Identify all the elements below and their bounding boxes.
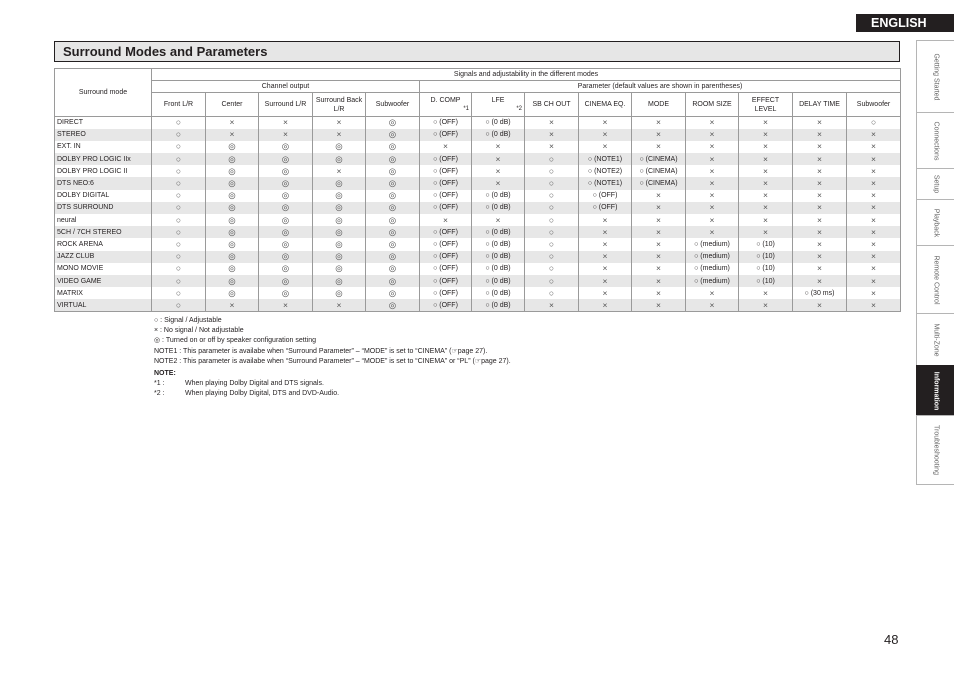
value-cell: × xyxy=(632,299,686,311)
value-cell: × xyxy=(793,202,847,214)
value-cell: × xyxy=(686,299,739,311)
value-cell: × xyxy=(847,165,901,177)
value-cell: ○ xyxy=(525,238,579,250)
value-cell: × xyxy=(847,263,901,275)
value-cell: × xyxy=(579,263,632,275)
col-surround: Surround L/R xyxy=(259,93,313,117)
mode-name-cell: VIRTUAL xyxy=(55,299,152,311)
value-cell: ◎ xyxy=(366,141,420,153)
table-row xyxy=(55,202,901,214)
value-cell: × xyxy=(793,190,847,202)
notes-block xyxy=(154,316,511,400)
value-cell: ○ (10) xyxy=(739,238,793,250)
value-cell: ◎ xyxy=(259,202,313,214)
table-row xyxy=(55,263,901,275)
value-cell: × xyxy=(686,190,739,202)
value-cell: ◎ xyxy=(366,202,420,214)
value-cell: × xyxy=(472,165,525,177)
mode-name-cell: EXT. IN xyxy=(55,141,152,153)
value-cell: ◎ xyxy=(366,299,420,311)
table-row xyxy=(55,153,901,165)
value-cell: ○ (0 dB) xyxy=(472,226,525,238)
value-cell: ○ (NOTE1) xyxy=(579,177,632,189)
value-cell: ◎ xyxy=(366,153,420,165)
value-cell: ◎ xyxy=(313,226,366,238)
value-cell: ◎ xyxy=(313,190,366,202)
value-cell: ◎ xyxy=(206,251,259,263)
sidebar-tab-multi-zone[interactable]: Multi-Zone xyxy=(916,313,954,365)
mode-name-cell: MATRIX xyxy=(55,287,152,299)
value-cell: ○ xyxy=(152,214,206,226)
footnote-mark-1: *1 xyxy=(463,105,469,112)
table-row xyxy=(55,238,901,250)
value-cell: ○ xyxy=(152,275,206,287)
value-cell: × xyxy=(847,202,901,214)
value-cell: × xyxy=(206,129,259,141)
language-tab: ENGLISH xyxy=(856,14,954,32)
col-sb-ch-out: SB CH OUT xyxy=(525,93,579,117)
value-cell: × xyxy=(525,117,579,129)
mode-name-cell: DOLBY PRO LOGIC II xyxy=(55,165,152,177)
value-cell: ◎ xyxy=(313,141,366,153)
value-cell: ◎ xyxy=(366,129,420,141)
table-body xyxy=(55,117,901,312)
value-cell: ◎ xyxy=(313,177,366,189)
value-cell: × xyxy=(793,238,847,250)
mode-name-cell: DOLBY PRO LOGIC IIx xyxy=(55,153,152,165)
value-cell: ◎ xyxy=(313,251,366,263)
table-row xyxy=(55,275,901,287)
col-front: Front L/R xyxy=(152,93,206,117)
value-cell: × xyxy=(793,129,847,141)
value-cell: ○ (0 dB) xyxy=(472,117,525,129)
sidebar-tab-information[interactable]: Information xyxy=(916,365,954,415)
value-cell: × xyxy=(579,129,632,141)
value-cell: ○ xyxy=(152,202,206,214)
value-cell: × xyxy=(847,153,901,165)
value-cell: ○ (NOTE2) xyxy=(579,165,632,177)
value-cell: ◎ xyxy=(206,141,259,153)
value-cell: ◎ xyxy=(206,263,259,275)
value-cell: × xyxy=(739,153,793,165)
mode-name-cell: ROCK ARENA xyxy=(55,238,152,250)
value-cell: × xyxy=(739,165,793,177)
value-cell: × xyxy=(739,141,793,153)
value-cell: ◎ xyxy=(259,287,313,299)
value-cell: ◎ xyxy=(206,275,259,287)
value-cell: ◎ xyxy=(259,165,313,177)
table-row xyxy=(55,117,901,129)
value-cell: ◎ xyxy=(206,177,259,189)
value-cell: ◎ xyxy=(259,238,313,250)
value-cell: ○ (0 dB) xyxy=(472,263,525,275)
value-cell: ○ xyxy=(525,153,579,165)
mode-name-cell: STEREO xyxy=(55,129,152,141)
value-cell: × xyxy=(793,117,847,129)
value-cell: × xyxy=(686,202,739,214)
value-cell: × xyxy=(525,141,579,153)
value-cell: × xyxy=(632,129,686,141)
footnote-2: *2 : When playing Dolby Digital, DTS and DVD-Audio. xyxy=(154,390,340,398)
value-cell: ◎ xyxy=(313,214,366,226)
table-row xyxy=(55,129,901,141)
value-cell: × xyxy=(259,117,313,129)
mode-name-cell: 5CH / 7CH STEREO xyxy=(55,226,152,238)
value-cell: × xyxy=(632,226,686,238)
col-delay-time: DELAY TIME xyxy=(793,93,847,117)
value-cell: ○ (CINEMA) xyxy=(632,177,686,189)
value-cell: ○ (0 dB) xyxy=(472,129,525,141)
value-cell: ○ xyxy=(152,177,206,189)
value-cell: ○ (OFF) xyxy=(420,275,472,287)
value-cell: ○ xyxy=(525,202,579,214)
value-cell: ◎ xyxy=(259,190,313,202)
value-cell: × xyxy=(793,251,847,263)
value-cell: ○ xyxy=(152,226,206,238)
value-cell: ○ (0 dB) xyxy=(472,251,525,263)
value-cell: ○ (OFF) xyxy=(579,190,632,202)
value-cell: ○ (OFF) xyxy=(420,165,472,177)
value-cell: × xyxy=(579,141,632,153)
value-cell: × xyxy=(847,141,901,153)
value-cell: × xyxy=(686,141,739,153)
legend-signal: ○ : Signal / Adjustable xyxy=(154,317,222,324)
value-cell: × xyxy=(632,238,686,250)
value-cell: ◎ xyxy=(366,238,420,250)
value-cell: ○ (10) xyxy=(739,263,793,275)
value-cell: ◎ xyxy=(206,226,259,238)
value-cell: ○ (NOTE1) xyxy=(579,153,632,165)
value-cell: × xyxy=(313,129,366,141)
value-cell: × xyxy=(686,165,739,177)
value-cell: ◎ xyxy=(366,117,420,129)
value-cell: ◎ xyxy=(366,275,420,287)
value-cell: ○ (OFF) xyxy=(420,299,472,311)
value-cell: ◎ xyxy=(259,263,313,275)
mode-name-cell: JAZZ CLUB xyxy=(55,251,152,263)
value-cell: ○ xyxy=(525,190,579,202)
value-cell: ◎ xyxy=(206,190,259,202)
value-cell: × xyxy=(259,299,313,311)
value-cell: ◎ xyxy=(206,238,259,250)
value-cell: × xyxy=(206,299,259,311)
chapter-sidebar xyxy=(916,40,954,485)
value-cell: × xyxy=(686,153,739,165)
value-cell: × xyxy=(847,226,901,238)
value-cell: × xyxy=(579,251,632,263)
value-cell: × xyxy=(259,129,313,141)
value-cell: × xyxy=(739,287,793,299)
value-cell: ◎ xyxy=(313,153,366,165)
value-cell: ○ (medium) xyxy=(686,238,739,250)
value-cell: × xyxy=(739,299,793,311)
value-cell: × xyxy=(793,141,847,153)
col-effect-level: EFFECT LEVEL xyxy=(739,93,793,117)
value-cell: ◎ xyxy=(259,275,313,287)
value-cell: ◎ xyxy=(206,287,259,299)
value-cell: ◎ xyxy=(313,238,366,250)
table-row xyxy=(55,287,901,299)
value-cell: × xyxy=(847,177,901,189)
legend-speaker-config: ◎ : Turned on or off by speaker configuration setting xyxy=(154,337,317,345)
value-cell: ○ (30 ms) xyxy=(793,287,847,299)
value-cell: ○ xyxy=(152,190,206,202)
value-cell: ○ (OFF) xyxy=(420,263,472,275)
value-cell: ◎ xyxy=(313,275,366,287)
sidebar-tab-getting-started[interactable]: Getting Started xyxy=(916,40,954,112)
value-cell: ◎ xyxy=(313,202,366,214)
value-cell: ○ xyxy=(525,226,579,238)
value-cell: × xyxy=(847,299,901,311)
note-title: NOTE: xyxy=(154,370,176,378)
col-center: Center xyxy=(206,93,259,117)
value-cell: ○ (medium) xyxy=(686,263,739,275)
surround-modes-table xyxy=(54,68,901,312)
mode-name-cell: neural xyxy=(55,214,152,226)
value-cell: ○ (CINEMA) xyxy=(632,153,686,165)
value-cell: × xyxy=(472,214,525,226)
value-cell: ◎ xyxy=(259,251,313,263)
value-cell: ○ (0 dB) xyxy=(472,190,525,202)
value-cell: ○ xyxy=(152,129,206,141)
value-cell: × xyxy=(579,226,632,238)
legend-no-signal: × : No signal / Not adjustable xyxy=(154,327,244,335)
value-cell: × xyxy=(632,214,686,226)
value-cell: ○ xyxy=(152,141,206,153)
value-cell: × xyxy=(847,275,901,287)
value-cell: × xyxy=(739,214,793,226)
note1-text: NOTE1 : This parameter is availabe when “Surround Parameter” – “MODE” is set to “CINEMA” (☞page 27). xyxy=(154,347,488,355)
value-cell: × xyxy=(632,141,686,153)
value-cell: ○ (10) xyxy=(739,251,793,263)
value-cell: × xyxy=(579,238,632,250)
value-cell: ○ (CINEMA) xyxy=(632,165,686,177)
value-cell: × xyxy=(739,129,793,141)
value-cell: ◎ xyxy=(206,153,259,165)
page-number: 48 xyxy=(884,632,899,647)
value-cell: × xyxy=(793,275,847,287)
value-cell: × xyxy=(632,117,686,129)
value-cell: × xyxy=(313,165,366,177)
value-cell: ○ (medium) xyxy=(686,251,739,263)
value-cell: × xyxy=(420,141,472,153)
value-cell: ◎ xyxy=(259,177,313,189)
col-cinema-eq: CINEMA EQ. xyxy=(579,93,632,117)
footnote-1: *1 : When playing Dolby Digital and DTS signals. xyxy=(154,380,324,388)
channel-output-header: Channel output xyxy=(152,81,420,93)
value-cell: ○ xyxy=(525,251,579,263)
value-cell: × xyxy=(579,275,632,287)
value-cell: ○ (0 dB) xyxy=(472,287,525,299)
value-cell: × xyxy=(579,299,632,311)
value-cell: × xyxy=(472,177,525,189)
table-row xyxy=(55,251,901,263)
value-cell: × xyxy=(579,287,632,299)
value-cell: ○ (OFF) xyxy=(420,251,472,263)
mode-name-cell: VIDEO GAME xyxy=(55,275,152,287)
value-cell: × xyxy=(632,202,686,214)
value-cell: × xyxy=(739,226,793,238)
section-title: Surround Modes and Parameters xyxy=(54,41,900,62)
value-cell: × xyxy=(793,177,847,189)
sidebar-tab-remote-control[interactable]: Remote Control xyxy=(916,245,954,313)
col-dcomp: D. COMP *1 xyxy=(420,93,472,117)
value-cell: × xyxy=(793,214,847,226)
value-cell: ◎ xyxy=(366,251,420,263)
value-cell: × xyxy=(739,202,793,214)
value-cell: ○ (OFF) xyxy=(420,287,472,299)
value-cell: ◎ xyxy=(206,214,259,226)
value-cell: × xyxy=(313,299,366,311)
value-cell: × xyxy=(847,190,901,202)
value-cell: × xyxy=(525,299,579,311)
sidebar-tab-connections[interactable]: Connections xyxy=(916,112,954,168)
value-cell: ○ xyxy=(152,165,206,177)
value-cell: × xyxy=(686,287,739,299)
value-cell: × xyxy=(420,214,472,226)
value-cell: × xyxy=(472,141,525,153)
value-cell: ◎ xyxy=(259,153,313,165)
value-cell: ◎ xyxy=(313,263,366,275)
parameter-header: Parameter (default values are shown in parentheses) xyxy=(420,81,901,93)
value-cell: ○ (OFF) xyxy=(579,202,632,214)
sidebar-tab-setup[interactable]: Setup xyxy=(916,168,954,199)
value-cell: ○ xyxy=(525,214,579,226)
value-cell: ○ (0 dB) xyxy=(472,275,525,287)
value-cell: × xyxy=(739,117,793,129)
table-row xyxy=(55,141,901,153)
col-subwoofer: Subwoofer xyxy=(366,93,420,117)
value-cell: ◎ xyxy=(366,287,420,299)
value-cell: × xyxy=(739,177,793,189)
table-row xyxy=(55,190,901,202)
value-cell: × xyxy=(472,153,525,165)
value-cell: ◎ xyxy=(366,165,420,177)
value-cell: ○ xyxy=(847,117,901,129)
value-cell: ○ (OFF) xyxy=(420,202,472,214)
mode-name-cell: DTS NEO:6 xyxy=(55,177,152,189)
sidebar-tab-troubleshooting[interactable]: Troubleshooting xyxy=(916,415,954,485)
table-row xyxy=(55,226,901,238)
value-cell: ○ (0 dB) xyxy=(472,202,525,214)
value-cell: ○ (OFF) xyxy=(420,177,472,189)
value-cell: × xyxy=(739,190,793,202)
value-cell: ○ (OFF) xyxy=(420,226,472,238)
value-cell: ○ (OFF) xyxy=(420,117,472,129)
value-cell: ◎ xyxy=(366,214,420,226)
value-cell: × xyxy=(793,263,847,275)
value-cell: ◎ xyxy=(259,214,313,226)
value-cell: ○ xyxy=(152,299,206,311)
footnote-mark-2: *2 xyxy=(516,105,522,112)
value-cell: × xyxy=(632,287,686,299)
value-cell: ○ (OFF) xyxy=(420,129,472,141)
value-cell: × xyxy=(686,177,739,189)
value-cell: ○ xyxy=(152,238,206,250)
value-cell: ○ xyxy=(152,287,206,299)
col-surround-back: Surround Back L/R xyxy=(313,93,366,117)
table-row xyxy=(55,214,901,226)
col-room-size: ROOM SIZE xyxy=(686,93,739,117)
col-mode: MODE xyxy=(632,93,686,117)
value-cell: ○ (OFF) xyxy=(420,238,472,250)
value-cell: ○ xyxy=(152,117,206,129)
table-row xyxy=(55,165,901,177)
value-cell: ○ xyxy=(525,287,579,299)
value-cell: × xyxy=(579,117,632,129)
value-cell: ○ xyxy=(525,177,579,189)
value-cell: × xyxy=(847,238,901,250)
value-cell: × xyxy=(793,153,847,165)
value-cell: ○ xyxy=(525,275,579,287)
col-param-subwoofer: Subwoofer xyxy=(847,93,901,117)
value-cell: × xyxy=(632,190,686,202)
value-cell: ○ (10) xyxy=(739,275,793,287)
value-cell: ○ (0 dB) xyxy=(472,299,525,311)
value-cell: × xyxy=(793,299,847,311)
value-cell: × xyxy=(206,117,259,129)
value-cell: ◎ xyxy=(206,202,259,214)
value-cell: ○ (0 dB) xyxy=(472,238,525,250)
value-cell: × xyxy=(793,226,847,238)
value-cell: × xyxy=(632,251,686,263)
value-cell: ○ (OFF) xyxy=(420,190,472,202)
value-cell: ◎ xyxy=(366,177,420,189)
value-cell: ○ (medium) xyxy=(686,275,739,287)
value-cell: ○ (OFF) xyxy=(420,153,472,165)
value-cell: × xyxy=(793,165,847,177)
mode-name-cell: DIRECT xyxy=(55,117,152,129)
value-cell: ◎ xyxy=(259,226,313,238)
value-cell: ◎ xyxy=(366,226,420,238)
value-cell: ◎ xyxy=(366,190,420,202)
value-cell: × xyxy=(313,117,366,129)
value-cell: × xyxy=(847,251,901,263)
value-cell: × xyxy=(632,275,686,287)
value-cell: ○ xyxy=(525,165,579,177)
value-cell: ◎ xyxy=(313,287,366,299)
value-cell: ○ xyxy=(152,263,206,275)
value-cell: × xyxy=(847,129,901,141)
value-cell: ◎ xyxy=(259,141,313,153)
value-cell: × xyxy=(525,129,579,141)
sidebar-tab-playback[interactable]: Playback xyxy=(916,199,954,245)
mode-name-cell: DTS SURROUND xyxy=(55,202,152,214)
value-cell: ◎ xyxy=(206,165,259,177)
col-lfe: LFE *2 xyxy=(472,93,525,117)
value-cell: × xyxy=(686,214,739,226)
value-cell: × xyxy=(686,226,739,238)
value-cell: × xyxy=(686,129,739,141)
value-cell: ○ xyxy=(152,251,206,263)
table-row xyxy=(55,177,901,189)
table-row xyxy=(55,299,901,311)
note2-text: NOTE2 : This parameter is availabe when “Surround Parameter” – “MODE” is set to “CINEMA” or “PL” (☞page 27). xyxy=(154,357,511,365)
value-cell: × xyxy=(847,287,901,299)
value-cell: ○ xyxy=(152,153,206,165)
surround-mode-header: Surround mode xyxy=(55,69,152,117)
value-cell: × xyxy=(579,214,632,226)
value-cell: ○ xyxy=(525,263,579,275)
mode-name-cell: DOLBY DIGITAL xyxy=(55,190,152,202)
mode-name-cell: MONO MOVIE xyxy=(55,263,152,275)
value-cell: × xyxy=(632,263,686,275)
value-cell: ◎ xyxy=(366,263,420,275)
value-cell: × xyxy=(847,214,901,226)
value-cell: × xyxy=(686,117,739,129)
group-header: Signals and adjustability in the different modes xyxy=(152,69,901,81)
